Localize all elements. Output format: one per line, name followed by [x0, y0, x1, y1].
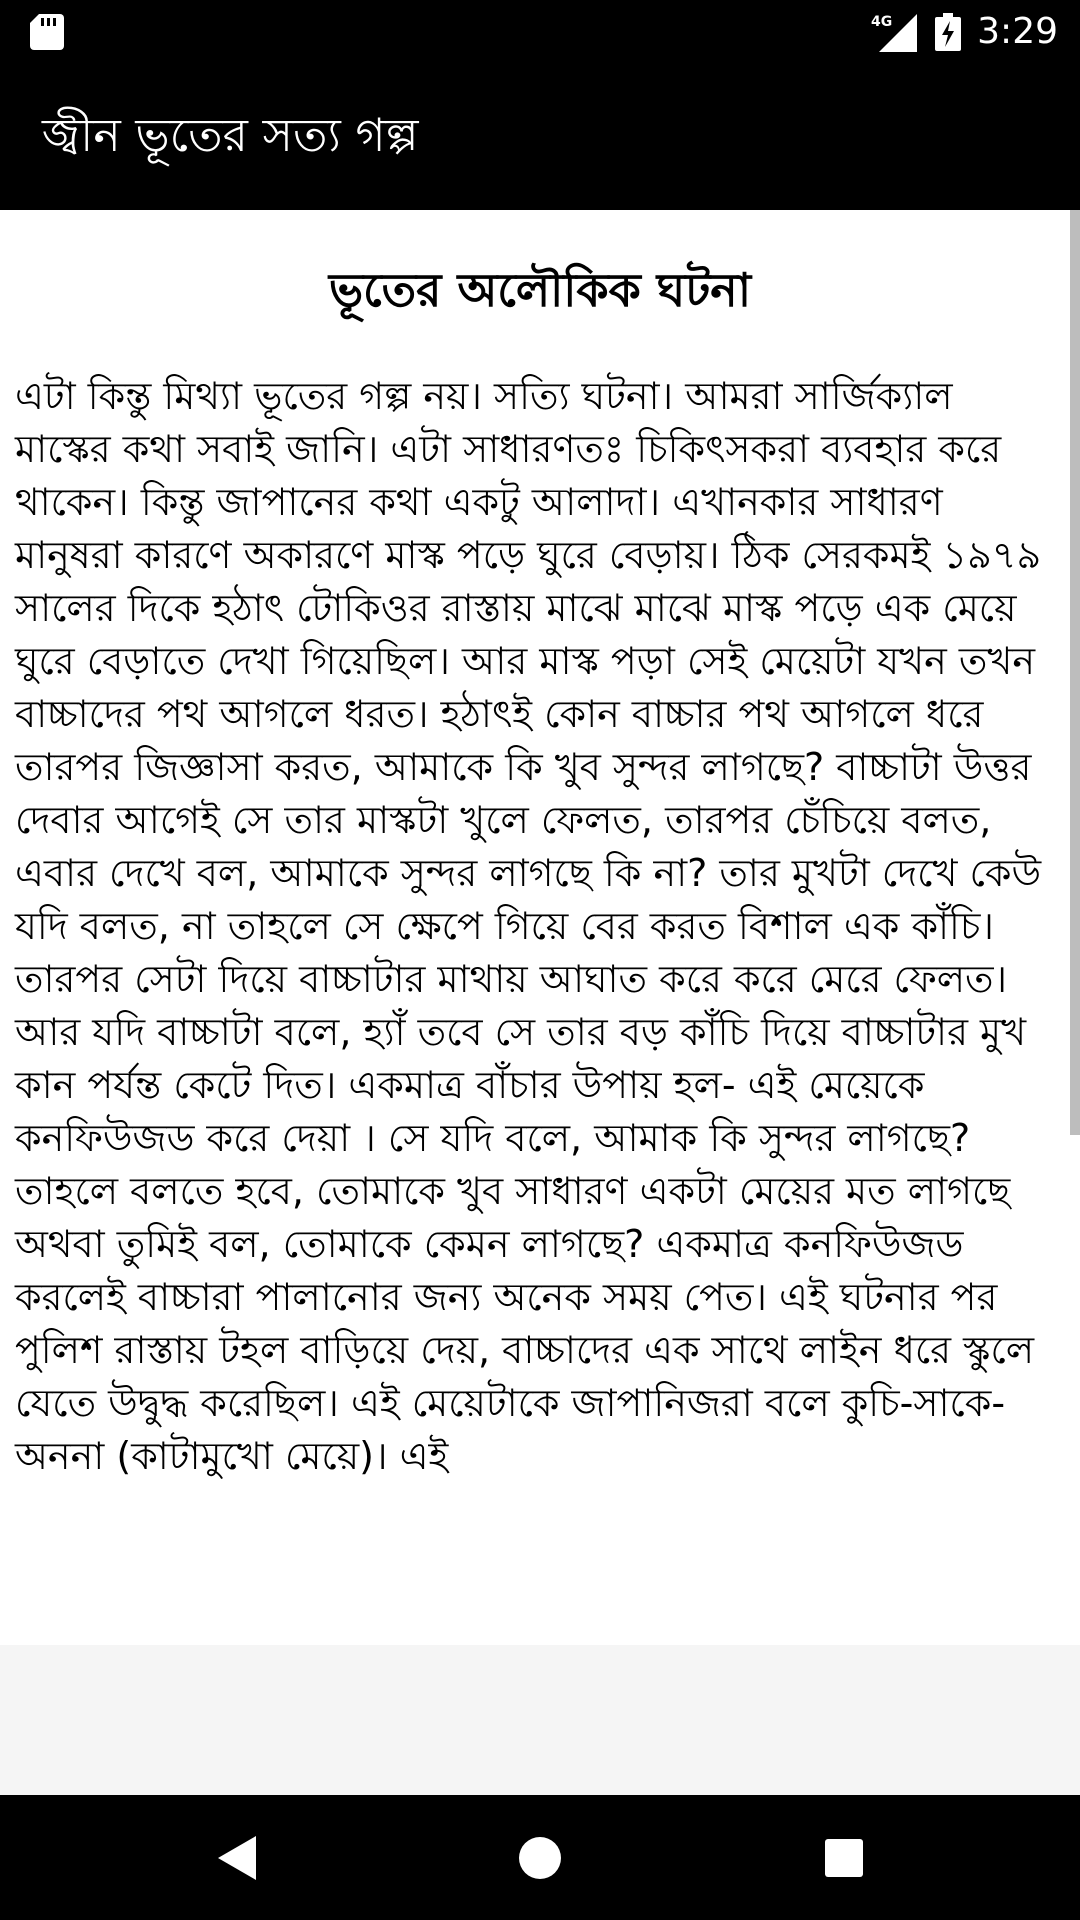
article-title: ভূতের অলৌকিক ঘটনা — [328, 263, 752, 317]
battery-charging-icon — [935, 13, 961, 51]
navigation-bar — [0, 1795, 1080, 1920]
home-button[interactable] — [480, 1795, 600, 1920]
home-icon — [517, 1835, 563, 1881]
bottom-blank-area — [0, 1645, 1080, 1795]
scrollbar[interactable] — [1070, 210, 1080, 1135]
recents-icon — [823, 1837, 865, 1879]
network-type-label: 4G — [871, 13, 893, 30]
sd-card-icon — [30, 14, 64, 50]
back-button[interactable] — [177, 1795, 297, 1920]
status-time: 3:29 — [977, 11, 1058, 52]
back-icon — [214, 1834, 260, 1882]
article-body: এটা কিন্তু মিথ্যা ভূতের গল্প নয়। সত্যি ঘটনা। আমরা সার্জিক্যাল মাস্কের কথা সবাই জানি। এটা সাধারণতঃ চিকিৎসকরা ব্যবহার করে থাকেন। কিন্তু জাপানের কথা একটু আলাদা। এখানকার সাধারণ মানুষরা কারণে অকারণে মাস্ক পড়ে ঘুরে বেড়ায়। ঠিক সেরকমই ১৯৭৯ সালের দিকে হঠাৎ টোকিওর রাস্তায় মাঝে মাঝে মাস্ক পড়ে এক মেয়ে ঘুরে বেড়াতে দেখা গিয়েছিল। আর মাস্ক পড়া সেই মেয়েটা যখন তখন বাচ্চাদের পথ আগলে ধরত। হঠাৎই কোন বাচ্চার পথ আগলে ধরে তারপর জিজ্ঞাসা করত, আমাকে কি খুব সুন্দর লাগছে? বাচ্চাটা উত্তর দেবার আগেই সে তার মাস্কটা খুলে ফেলত, তারপর চেঁচিয়ে বলত, এবার দেখে বল, আমাকে সুন্দর লাগছে কি না? তার মুখটা দেখে কেউ যদি বলত, না তাহলে সে ক্ষেপে গিয়ে বের করত বিশাল এক কাঁচি। তারপর সেটা দিয়ে বাচ্চাটার মাথায় আঘাত করে করে মেরে ফেলত। আর যদি বাচ্চাটা বলে, হ্যাঁ তবে সে তার বড় কাঁচি দিয়ে বাচ্চাটার মুখ কান পর্যন্ত কেটে দিত। একমাত্র বাঁচার উপায় হল- এই মেয়েকে কনফিউজড করে দেয়া । সে যদি বলে, আমাক কি সুন্দর লাগছে? তাহলে বলতে হবে, তোমাকে খুব সাধারণ একটা মেয়ের মত লাগছে অথবা তুমিই বল, তোমাকে কেমন লাগছে? একমাত্র কনফিউজড করলেই বাচ্চারা পালানোর জন্য অনেক সময় পেত। এই ঘটনার পর পুলিশ রাস্তায় টহল বাড়িয়ে দেয়, বাচ্চাদের এক সাথে লাইন ধরে স্কুলে যেতে উদ্বুদ্ধ করেছিল। এই মেয়েটাকে জাপানিজরা বলে কুচি-সাকে- অননা (কাটামুখো মেয়ে)। এই — [15, 374, 1042, 1478]
app-bar — [0, 63, 1080, 210]
signal-icon — [871, 12, 917, 52]
article-view[interactable] — [0, 210, 1080, 1645]
status-bar — [0, 0, 1080, 63]
recents-button[interactable] — [784, 1795, 904, 1920]
app-title: জ্বীন ভূতের সত্য গল্প — [42, 108, 419, 162]
